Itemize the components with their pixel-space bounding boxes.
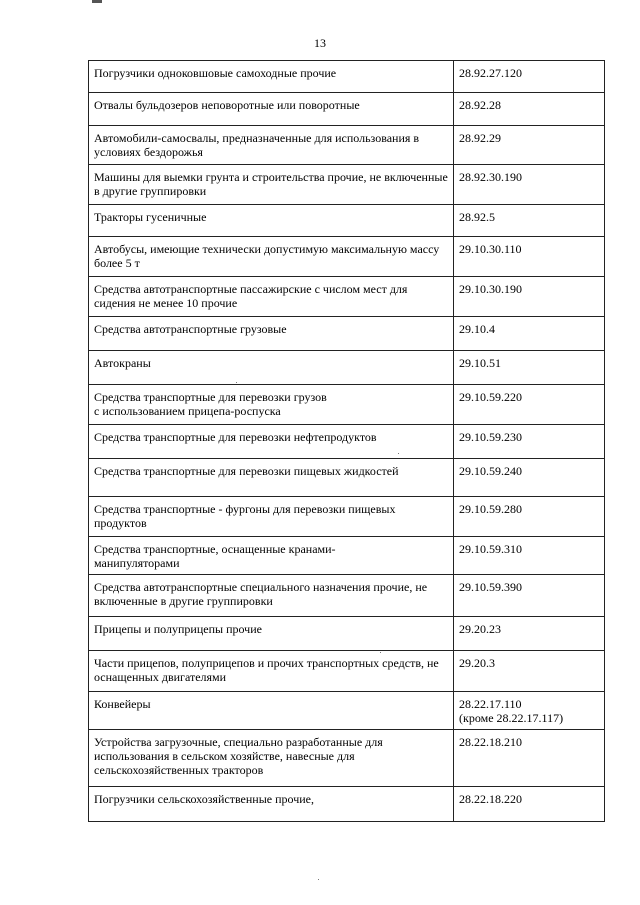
scan-speck bbox=[380, 652, 381, 653]
table-row bbox=[89, 277, 605, 317]
table-row bbox=[89, 730, 605, 787]
item-name-cell: Средства автотранспортные грузовые bbox=[89, 317, 454, 351]
table-row bbox=[89, 692, 605, 730]
table-row bbox=[89, 126, 605, 165]
classification-table bbox=[88, 60, 605, 822]
table-row bbox=[89, 93, 605, 126]
item-code-cell: 28.22.17.110 (кроме 28.22.17.117) bbox=[454, 692, 605, 730]
table-row bbox=[89, 165, 605, 205]
item-name-cell: Устройства загрузочные, специально разработанные для использования в сельском хозяйстве, навесные для сельскохозяйственных тракторов bbox=[89, 730, 454, 787]
scan-speck bbox=[398, 453, 399, 454]
table-row bbox=[89, 787, 605, 822]
item-name-cell: Автомобили-самосвалы, предназначенные для использования в условиях бездорожья bbox=[89, 126, 454, 165]
item-name-cell: Погрузчики сельскохозяйственные прочие, bbox=[89, 787, 454, 822]
item-name-cell: Части прицепов, полуприцепов и прочих транспортных средств, не оснащенных двигателями bbox=[89, 651, 454, 692]
item-code-cell: 29.10.30.110 bbox=[454, 237, 605, 277]
item-name-cell: Машины для выемки грунта и строительства прочие, не включенные в другие группировки bbox=[89, 165, 454, 205]
table-row bbox=[89, 575, 605, 617]
item-code-cell: 28.22.18.210 bbox=[454, 730, 605, 787]
item-name-cell: Средства автотранспортные пассажирские с числом мест для сидения не менее 10 прочие bbox=[89, 277, 454, 317]
item-code-cell: 29.10.51 bbox=[454, 351, 605, 385]
item-name-cell: Средства транспортные для перевозки пищевых жидкостей bbox=[89, 459, 454, 497]
item-code-cell: 28.92.27.120 bbox=[454, 61, 605, 93]
table-row bbox=[89, 497, 605, 537]
item-code-cell: 29.10.59.280 bbox=[454, 497, 605, 537]
scan-speck bbox=[236, 382, 237, 383]
item-name-cell: Средства автотранспортные специального назначения прочие, не включенные в другие группировки bbox=[89, 575, 454, 617]
table-body bbox=[89, 61, 605, 822]
table-row bbox=[89, 237, 605, 277]
item-code-cell: 29.20.3 bbox=[454, 651, 605, 692]
scan-mark bbox=[92, 0, 102, 3]
item-name-cell: Средства транспортные для перевозки нефтепродуктов bbox=[89, 425, 454, 459]
item-name-cell: Средства транспортные для перевозки грузов с использованием прицепа-роспуска bbox=[89, 385, 454, 425]
item-name-cell: Средства транспортные - фургоны для перевозки пищевых продуктов bbox=[89, 497, 454, 537]
table-row bbox=[89, 537, 605, 575]
item-code-cell: 28.92.5 bbox=[454, 205, 605, 237]
scan-speck bbox=[318, 879, 319, 880]
table-row bbox=[89, 617, 605, 651]
table-row bbox=[89, 317, 605, 351]
item-code-cell: 29.10.59.310 bbox=[454, 537, 605, 575]
table-row bbox=[89, 351, 605, 385]
item-code-cell: 28.92.28 bbox=[454, 93, 605, 126]
table-row bbox=[89, 205, 605, 237]
item-name-cell: Тракторы гусеничные bbox=[89, 205, 454, 237]
page-number: 13 bbox=[314, 36, 326, 50]
table-row bbox=[89, 651, 605, 692]
item-name-cell: Конвейеры bbox=[89, 692, 454, 730]
item-code-cell: 29.10.59.240 bbox=[454, 459, 605, 497]
table-row bbox=[89, 385, 605, 425]
item-code-cell: 29.10.4 bbox=[454, 317, 605, 351]
item-code-cell: 29.10.30.190 bbox=[454, 277, 605, 317]
item-code-cell: 29.20.23 bbox=[454, 617, 605, 651]
item-code-cell: 28.22.18.220 bbox=[454, 787, 605, 822]
table-row bbox=[89, 459, 605, 497]
table-row bbox=[89, 425, 605, 459]
item-name-cell: Автокраны bbox=[89, 351, 454, 385]
item-code-cell: 29.10.59.220 bbox=[454, 385, 605, 425]
item-name-cell: Средства транспортные, оснащенные кранами- манипуляторами bbox=[89, 537, 454, 575]
item-code-cell: 28.92.29 bbox=[454, 126, 605, 165]
item-code-cell: 28.92.30.190 bbox=[454, 165, 605, 205]
item-name-cell: Автобусы, имеющие технически допустимую максимальную массу более 5 т bbox=[89, 237, 454, 277]
item-name-cell: Прицепы и полуприцепы прочие bbox=[89, 617, 454, 651]
item-code-cell: 29.10.59.230 bbox=[454, 425, 605, 459]
item-name-cell: Погрузчики одноковшовые самоходные прочие bbox=[89, 61, 454, 93]
table-row bbox=[89, 61, 605, 93]
item-code-cell: 29.10.59.390 bbox=[454, 575, 605, 617]
item-name-cell: Отвалы бульдозеров неповоротные или поворотные bbox=[89, 93, 454, 126]
